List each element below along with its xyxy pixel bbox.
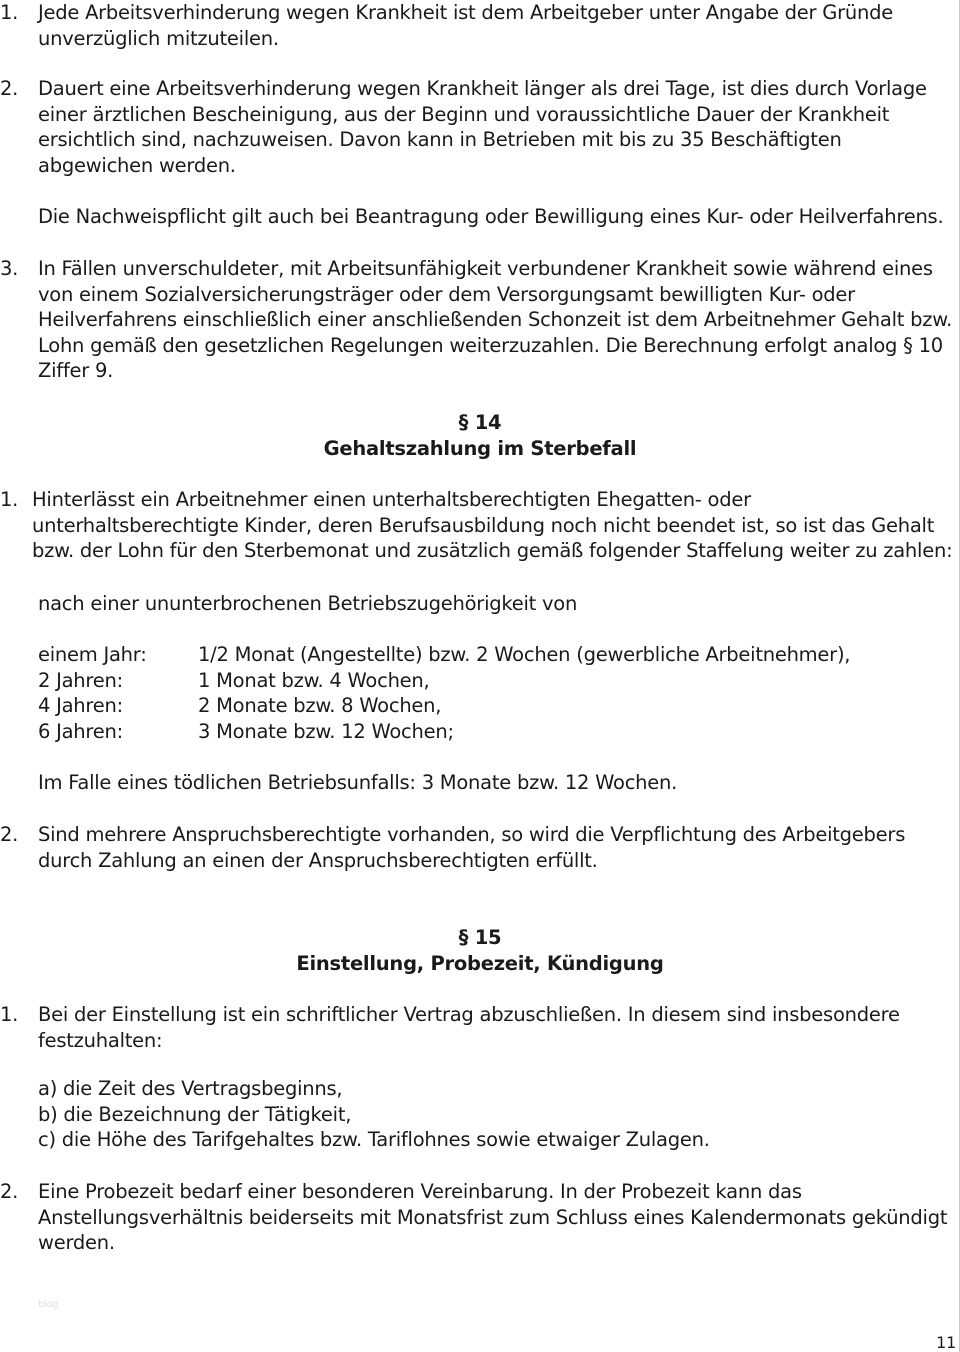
item-text: In Fällen unverschuldeter, mit Arbeitsunfähigkeit verbundener Krankheit sowie während eines von einem Sozialversicherungsträger oder dem Versorgungsamt bewilligten Kur- oder Heilverfahrens einschließlich einer anschließenden Schonzeit ist dem Arbeitnehmer Gehalt bzw. Lohn gemäß den gesetzlichen Regelungen weiterzuzahlen. Die Berechnung erfolgt analog § 10 Ziffer 9. xyxy=(38,257,953,383)
list-item: b) die Bezeichnung der Tätigkeit, xyxy=(38,1103,352,1126)
item-number: 1. xyxy=(0,1003,19,1026)
list-item xyxy=(0,822,960,873)
item-number: 3. xyxy=(0,257,19,280)
list-item: a) die Zeit des Vertragsbeginns, xyxy=(38,1077,343,1100)
item-number: 1. xyxy=(0,1,19,24)
row-label: einem Jahr: xyxy=(38,643,147,666)
paragraph: Im Falle eines tödlichen Betriebsunfalls: 3 Monate bzw. 12 Wochen. xyxy=(38,771,678,794)
item-text: Eine Probezeit bedarf einer besonderen Vereinbarung. In der Probezeit kann das Anstellungsverhältnis beiderseits mit Monatsfrist zum Schluss eines Kalendermonats gekündigt werden. xyxy=(38,1180,948,1255)
list-item xyxy=(0,76,960,178)
item-number: 1. xyxy=(0,488,19,511)
row-label: 6 Jahren: xyxy=(38,720,123,743)
list-item xyxy=(0,256,960,384)
row-label: 2 Jahren: xyxy=(38,669,123,692)
row-value: 2 Monate bzw. 8 Wochen, xyxy=(198,694,442,717)
section-number: § 14 xyxy=(458,411,502,434)
watermark: blog xyxy=(38,1299,59,1310)
page-number: 11 xyxy=(936,1333,956,1352)
section-title: Einstellung, Probezeit, Kündigung xyxy=(296,952,664,975)
item-text: Hinterlässt ein Arbeitnehmer einen unterhaltsberechtigten Ehegatten- oder unterhaltsberechtigte Kinder, deren Berufsausbildung noch nicht beendet ist, so ist das Gehalt bzw. der Lohn für den Sterbemonat und zusätzlich gemäß folgender Staffelung weiter zu zahlen: xyxy=(32,488,953,563)
paragraph: Die Nachweispflicht gilt auch bei Beantragung oder Bewilligung eines Kur- oder Heilverfahrens. xyxy=(38,205,944,228)
list-item xyxy=(0,0,960,51)
item-text: Sind mehrere Anspruchsberechtigte vorhanden, so wird die Verpflichtung des Arbeitgebers durch Zahlung an einen der Anspruchsberechtigten erfüllt. xyxy=(38,823,906,872)
row-value: 1 Monat bzw. 4 Wochen, xyxy=(198,669,430,692)
row-label: 4 Jahren: xyxy=(38,694,123,717)
item-number: 2. xyxy=(0,823,19,846)
item-text: Jede Arbeitsverhinderung wegen Krankheit ist dem Arbeitgeber unter Angabe der Gründe unverzüglich mitzuteilen. xyxy=(38,1,893,50)
row-value: 1/2 Monat (Angestellte) bzw. 2 Wochen (gewerbliche Arbeitnehmer), xyxy=(198,643,851,666)
list-item xyxy=(0,487,960,564)
item-number: 2. xyxy=(0,77,19,100)
list-item: c) die Höhe des Tarifgehaltes bzw. Tariflohnes sowie etwaiger Zulagen. xyxy=(38,1128,710,1151)
item-number: 2. xyxy=(0,1180,19,1203)
item-text: Dauert eine Arbeitsverhinderung wegen Krankheit länger als drei Tage, ist dies durch Vorlage einer ärztlichen Bescheinigung, aus der Beginn und voraussichtliche Dauer der Krankheit ersichtlich sind, nachzuweisen. Davon kann in Betrieben mit bis zu 35 Beschäftigten abgewichen werden. xyxy=(38,77,927,177)
paragraph: nach einer ununterbrochenen Betriebszugehörigkeit von xyxy=(38,592,578,615)
item-text: Bei der Einstellung ist ein schriftlicher Vertrag abzuschließen. In diesem sind insbesondere festzuhalten: xyxy=(38,1003,900,1052)
section-number: § 15 xyxy=(458,926,502,949)
list-item xyxy=(0,1179,960,1256)
section-title: Gehaltszahlung im Sterbefall xyxy=(323,437,637,460)
list-item xyxy=(0,1002,960,1053)
row-value: 3 Monate bzw. 12 Wochen; xyxy=(198,720,454,743)
